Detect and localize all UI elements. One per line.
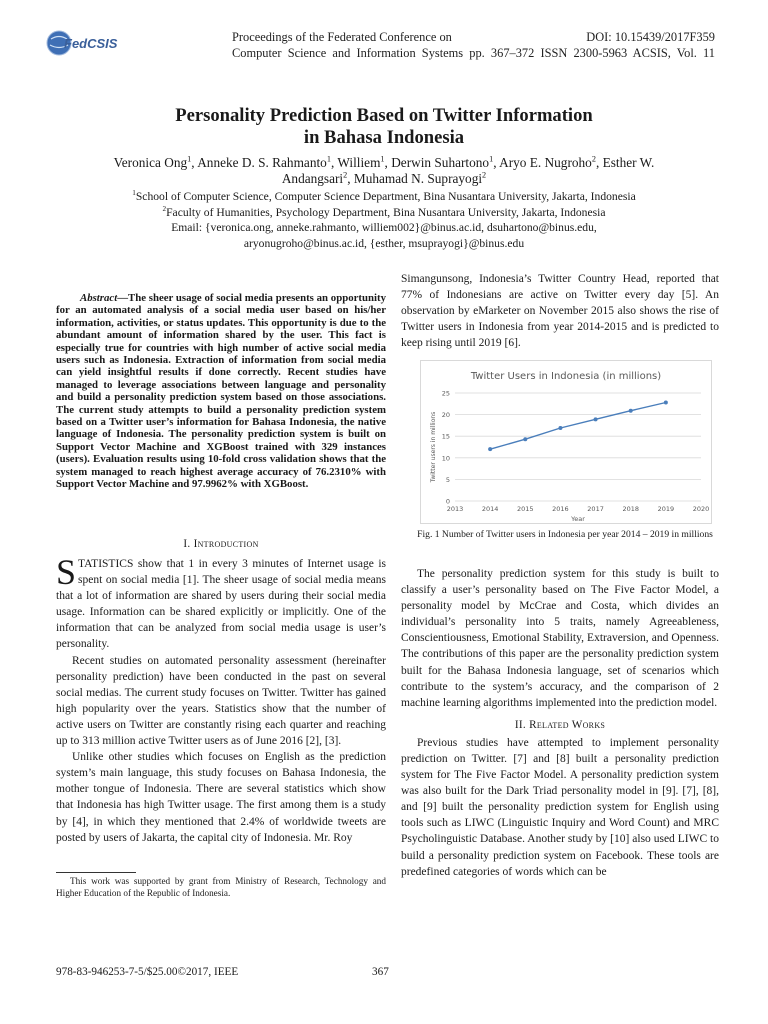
data-point xyxy=(629,409,633,413)
x-tick-label: 2013 xyxy=(446,505,464,513)
figure-1 xyxy=(420,360,712,524)
author: Derwin Suhartono xyxy=(391,155,490,170)
x-tick-label: 2018 xyxy=(622,505,639,513)
author: Esther W. Andangsari xyxy=(281,155,655,186)
header-doi: DOI: 10.15439/2017F359 xyxy=(586,30,715,44)
x-tick-label: 2020 xyxy=(692,505,710,513)
affiliations xyxy=(80,189,688,251)
x-tick-label: 2017 xyxy=(587,505,604,513)
data-point xyxy=(523,437,527,441)
data-point xyxy=(594,417,598,421)
author: Veronica Ong xyxy=(113,155,188,170)
header-proceedings: Computer Science and Information Systems pp. 367–372 ISSN 2300-5963 ACSIS, Vol. 11 xyxy=(232,46,715,60)
related-works-paragraph: Previous studies have attempted to implement personality prediction on Twitter. [7] and [8] built a personality prediction system for The Five Factor Model. A personality prediction system was also built for the Dark Triad personality model in [9]. [7], [8], and [9] built the personality prediction system for English using tools such as LIWC (Linguistic Inquiry and Word Count) and MRC Psycholinguistic Database. Another study by [10] also used LIWC to build a personality prediction system on Facebook. These tools are predefined categories of words which can be xyxy=(401,736,719,878)
y-tick-label: 20 xyxy=(441,411,450,420)
x-tick-label: 2014 xyxy=(481,505,499,513)
intro-paragraph-3: Unlike other studies which focuses on English as the prediction system’s main language, this study focuses on Bahasa Indonesia, the mother tongue of Indonesia. There are several statistics which show that Indonesia has high Twitter usage. The first among them is a study by [4], in which they mentioned that 2.4% of worldwide tweets are posted by users of Jakarta, the capital city of Indonesia. Mr. Roy xyxy=(56,751,386,844)
footnote: This work was supported by grant from Ministry of Research, Technology and Higher Education of the Republic of Indonesia. xyxy=(56,876,386,898)
x-tick-label: 2016 xyxy=(552,505,569,513)
fedcsis-logo xyxy=(42,26,120,60)
x-tick-label: 2015 xyxy=(517,505,534,513)
x-axis-label: Year xyxy=(571,515,585,523)
figure-caption: Fig. 1 Number of Twitter users in Indonesia per year 2014 – 2019 in millions xyxy=(417,529,713,540)
page-number: 367 xyxy=(372,966,389,978)
author: Aryo E. Nugroho xyxy=(499,155,592,170)
y-tick-label: 0 xyxy=(445,497,450,506)
y-axis-label: Twitter users in millions xyxy=(430,411,437,483)
email-line-1: Email: {veronica.ong, anneke.rahmanto, williem002}@binus.ac.id, dsuhartono@binus.edu, xyxy=(171,221,597,235)
y-tick-label: 5 xyxy=(445,475,450,484)
paper-title xyxy=(100,105,668,149)
author-list: Veronica Ong$^1$, Anneke D. S. Rahmanto$^1$, Williem$^1$, Derwin Suhartono$^1$, Aryo E. Nugroho$^2$, Esther W. Andangsari$^2$, Muhamad N. Suprayogi$^2$ xyxy=(113,154,655,186)
system-paragraph: The personality prediction system for this study is built to classify a user’s personality based on The Five Factor Model, a personality model by McCrae and Costa, which divides an individual’s personality into 5 traits, namely Agreeableness, Conscientiousness, Emotional Stability, Extraversion, and Openness. The contributions of this paper are the personality prediction system built for the Bahasa Indonesia language, set of scenarios which contribute to the system’s accuracy, and the comparison of 2 machine learning algorithms implemented into the prediction model. xyxy=(401,568,719,709)
right-column-top xyxy=(401,271,719,351)
intro-paragraph-1: STATISTICS show that 1 in every 3 minutes of Internet usage is spent on social media [1]. The sheer usage of social media means that a lot of information are shared by users during their social media usage. Information can be shared explicitly or implicitly. One of the information that can be analyzed from social media usage is user’s personality. xyxy=(56,552,386,651)
data-point xyxy=(558,426,562,430)
section-heading-related-works: II. Related Works xyxy=(514,718,606,731)
data-point xyxy=(488,447,492,451)
intro-paragraph-2: Recent studies on automated personality assessment (hereinafter personality prediction) have been conducted in the past on several social medias. The current study focuses on Twitter. Twitter has gained high popularity over the years. Statistics show that the number of active users on Twitter are constantly rising each quarter and reaching up to 313 million active Twitter users as of June 2016 [2], [3]. xyxy=(56,654,386,748)
drop-cap: S xyxy=(56,552,77,592)
chart-title: Twitter Users in Indonesia (in millions) xyxy=(470,371,662,382)
title-line-1: Personality Prediction Based on Twitter Information xyxy=(175,105,593,126)
y-tick-label: 15 xyxy=(441,432,450,441)
email-line-2: aryonugroho@binus.ac.id, {esther, msuprayogi}@binus.edu xyxy=(243,236,525,250)
header-conference: Proceedings of the Federated Conference on xyxy=(232,30,452,44)
data-point xyxy=(664,401,668,405)
section-heading-introduction: I. Introduction xyxy=(183,538,259,550)
line-chart xyxy=(421,361,711,523)
author: Anneke D. S. Rahmanto xyxy=(197,155,327,170)
affiliation-2: $^2$Faculty of Humanities, Psychology Department, Bina Nusantara University, Jakarta, Indonesia xyxy=(162,204,606,219)
left-column xyxy=(56,538,386,846)
author: Muhamad N. Suprayogi xyxy=(353,171,483,186)
footnote-rule xyxy=(56,872,136,873)
abstract-label: Abstract xyxy=(80,292,118,304)
author: Williem xyxy=(337,155,381,170)
affiliation-1: $^1$School of Computer Science, Computer Science Department, Bina Nusantara University, Jakarta, Indonesia xyxy=(132,189,636,203)
title-line-2: in Bahasa Indonesia xyxy=(303,127,465,148)
abstract xyxy=(56,292,386,491)
footer-isbn: 978-83-946253-7-5/$25.00©2017, IEEE xyxy=(56,966,239,978)
abstract-text: —The sheer usage of social media presents an opportunity for an automated analysis of a social media user based on his/her information, activities, or status updates. This opportunity is due to the abundant amount of information shared by the user. This fact is especially true for countries with high number of active social media users such as Indonesia. Extraction of information from social media can yield insightful results if done correctly. Recent studies have managed to leverage associations between language and personality and build a personality prediction system based on those associations. The current study attempts to build a personality prediction system based on a Twitter user’s information for Bahasa Indonesia, the native language of Indonesia. The personality prediction system is built on Support Vector Machine and XGBoost trained with 329 instances (users). Evaluation results using 10-fold cross validation shows that the system managed to reach highest average accuracy of 76.2310% with Support Vector Machine and 97.9962% with XGBoost. xyxy=(56,292,386,491)
x-tick-label: 2019 xyxy=(657,505,675,513)
logo-text: FedCSIS xyxy=(64,36,118,51)
paragraph-continued: Simangunsong, Indonesia’s Twitter Country Head, reported that 77% of Indonesians are active on Twitter every day [5]. An observation by eMarketer on November 2015 also shows the rise of Twitter users in Indonesia from year 2014-2015 and is predicted to keep rising until 2019 [6]. xyxy=(401,273,719,350)
y-tick-label: 25 xyxy=(441,389,450,398)
series-line xyxy=(490,403,666,450)
y-tick-label: 10 xyxy=(441,454,450,463)
right-column-bottom xyxy=(401,566,719,880)
